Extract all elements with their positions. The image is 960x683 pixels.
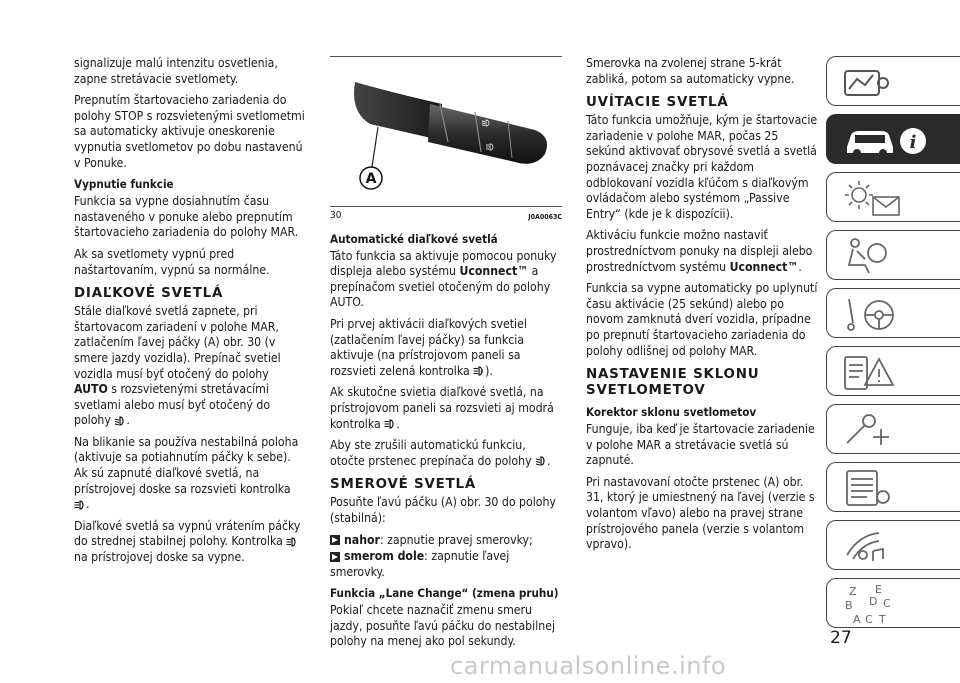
- list-item: nahor: zapnutie pravej smerovky;: [330, 533, 562, 549]
- tab-warning-lights[interactable]: [826, 346, 960, 396]
- bullet-arrow-icon: [330, 552, 340, 562]
- figure-top-rule: [330, 56, 562, 57]
- steering-wheel-icon: [839, 293, 899, 335]
- airbag-seat-icon: [839, 235, 899, 277]
- heading-uvitacie: UVÍTACIE SVETLÁ: [586, 95, 729, 111]
- subheading-lane-change: Funkcia „Lane Change“ (zmena pruhu): [330, 586, 559, 601]
- wrench-icon: [839, 409, 899, 451]
- list-item: smerom dole: zapnutie ľavej smerovky.: [330, 549, 510, 579]
- high-beam-icon: [384, 419, 396, 429]
- figure-caption: [330, 208, 562, 226]
- paragraph: Diaľkové svetlá sa vypnú vrátením páčky do strednej stabilnej polohy. Kontrolka na prístrojovej doske sa vypne.: [74, 518, 301, 565]
- stalk-lever-illustration: [330, 62, 562, 206]
- paragraph: Pri prvej aktivácii diaľkových svetiel (zatlačením ľavej páčky) sa funkcia aktivuje (na prístrojovom paneli sa rozsvieti zelená kontrolka A ).: [330, 316, 527, 378]
- paragraph: Pokiaľ chcete naznačiť zmenu smeru jazdy, posuňte ľavú páčku do nestabilnej polohy na menej ako pol sekundy.: [330, 603, 555, 649]
- svg-text:A: A: [853, 613, 861, 626]
- tab-lights[interactable]: [826, 172, 960, 222]
- tab-safety[interactable]: [826, 230, 960, 280]
- subheading-korektor: Korektor sklonu svetlometov: [586, 405, 757, 420]
- tab-emergency[interactable]: [826, 404, 960, 454]
- auto-high-beam-icon: [473, 366, 485, 376]
- paragraph: Prepnutím štartovacieho zariadenia do polohy STOP s rozsvietenými svetlometmi sa automaticky aktivuje oneskorenie vypnutia svetlometov po dobu nastavenú v Ponuke.: [74, 93, 305, 170]
- heading-dialkove: DIAĽKOVÉ SVETLÁ: [74, 286, 224, 302]
- column-right: [586, 56, 818, 559]
- svg-text:D: D: [869, 595, 878, 608]
- car-info-icon: [839, 119, 929, 161]
- paragraph: Funkcia sa vypne dosiahnutím času nastaveného v ponuke alebo prepnutím štartovacieho zariadenia do polohy MAR.: [74, 194, 299, 240]
- paragraph: Aby ste zrušili automatickú funkciu, otočte prstenec prepínača do polohy .: [330, 438, 551, 468]
- wifi-music-icon: [839, 525, 899, 567]
- uconnect-label: Uconnect™: [459, 264, 529, 279]
- paragraph: Stále diaľkové svetlá zapnete, pri štartovacom zariadení v polohe MAR, zatlačením ľavej páčky (A) obr. 30 (v smere jazdy vozidla). Prepínač svetiel vozidla musí byť otočený do polohy AUTO s rozsvietenými stretávacími svetlami alebo musí byť otočený do polohy .: [74, 304, 281, 428]
- column-middle: [330, 56, 562, 656]
- auto-label: AUTO: [74, 382, 108, 397]
- high-beam-icon: [74, 500, 86, 510]
- svg-text:i: i: [909, 132, 917, 153]
- tab-multimedia[interactable]: [826, 520, 960, 570]
- bullet-arrow-icon: [330, 535, 340, 545]
- figure-number: 30: [330, 210, 342, 221]
- tab-maintenance[interactable]: [826, 462, 960, 512]
- column-left: [74, 56, 306, 572]
- svg-text:E: E: [875, 583, 882, 596]
- heading-smerove: SMEROVÉ SVETLÁ: [330, 477, 477, 493]
- subheading-vypnutie: Vypnutie funkcie: [74, 177, 174, 192]
- svg-text:C: C: [883, 597, 891, 610]
- warning-triangle-icon: [839, 351, 899, 393]
- figure-30: [330, 56, 562, 206]
- tab-starting-driving[interactable]: [826, 288, 960, 338]
- subheading-auto: Automatické diaľkové svetlá: [330, 231, 498, 246]
- watermark: carmanualsonline.info: [450, 652, 727, 680]
- figure-bottom-rule: [330, 206, 562, 207]
- paragraph: Funkcia sa vypne automaticky po uplynutí času aktivácie (25 sekúnd) alebo po novom zamknutá dverí vozidla, prípadne po prepnutí štartovacieho zariadenia do polohy odlišnej od polohy MAR.: [586, 281, 818, 358]
- svg-text:C: C: [865, 613, 873, 626]
- figure-label-a: A: [365, 171, 377, 187]
- tab-index[interactable]: [826, 578, 960, 628]
- alphabet-index-icon: [839, 583, 899, 627]
- low-beam-icon: [114, 416, 126, 426]
- paragraph: Na blikanie sa používa nestabilná poloha (aktivuje sa potiahnutím páčky k sebe). Ak sú zapnuté diaľkové svetlá, na prístrojovej doske sa rozsvieti kontrolka .: [74, 434, 299, 512]
- paragraph: signalizuje malú intenzitu osvetlenia, zapne stretávacie svetlomety.: [74, 56, 278, 86]
- svg-text:Z: Z: [849, 585, 857, 598]
- paragraph: Pri nastavovaní otočte prstenec (A) obr. 31, ktorý je umiestnený na ľavej (verzie s volantom vľavo) alebo na pravej strane prístrojového panela (verzie s volantom vpravo).: [586, 474, 815, 552]
- paragraph: Ak skutočne svietia diaľkové svetlá, na prístrojovom paneli sa rozsvieti aj modrá kontrolka .: [330, 385, 554, 431]
- high-beam-icon: [286, 537, 298, 547]
- paragraph: Smerovka na zvolenej strane 5-krát zabliká, potom sa automaticky vypne.: [586, 56, 795, 86]
- figure-code: J0A0063C: [528, 213, 562, 221]
- paragraph: Posuňte ľavú páčku (A) obr. 30 do polohy (stabilná):: [330, 495, 556, 525]
- tab-dashboard[interactable]: [826, 56, 960, 106]
- paragraph: Táto funkcia umožňuje, kým je štartovacie zariadenie v polohe MAR, počas 25 sekúnd aktivovať obrysové svetlá a svetlá poznávacej značky pri každom odblokovaní vozidla kľúčom s diaľkovým ovládačom alebo systémom „Passive Entry“ (kde je k dispozícii).: [586, 113, 818, 221]
- svg-text:A: A: [480, 368, 484, 374]
- low-beam-icon: [535, 456, 547, 466]
- uconnect-label: Uconnect™: [729, 259, 799, 274]
- paragraph: Táto funkcia sa aktivuje pomocou ponuky displeja alebo systému Uconnect™ a prepínačom svetiel otočeným do polohy AUTO.: [330, 248, 557, 310]
- paragraph: Aktiváciu funkcie možno nastaviť prostredníctvom ponuky na displeji alebo prostredníctvom systému Uconnect™.: [586, 228, 813, 274]
- checklist-icon: [839, 467, 899, 509]
- sun-envelope-icon: [839, 177, 909, 219]
- paragraph: Ak sa svetlomety vypnú pred naštartovaním, vypnú sa normálne.: [74, 246, 270, 277]
- page-number: 27: [830, 628, 852, 648]
- tab-vehicle-info[interactable]: [826, 114, 960, 164]
- paragraph: Funguje, iba keď je štartovacie zariadenie v polohe MAR a stretávacie svetlá sú zapnuté.: [586, 422, 815, 468]
- svg-text:T: T: [879, 613, 886, 626]
- dashboard-icon: [839, 61, 895, 103]
- heading-nastavenie: NASTAVENIE SKLONU SVETLOMETOV: [586, 367, 760, 399]
- svg-text:B: B: [845, 599, 853, 612]
